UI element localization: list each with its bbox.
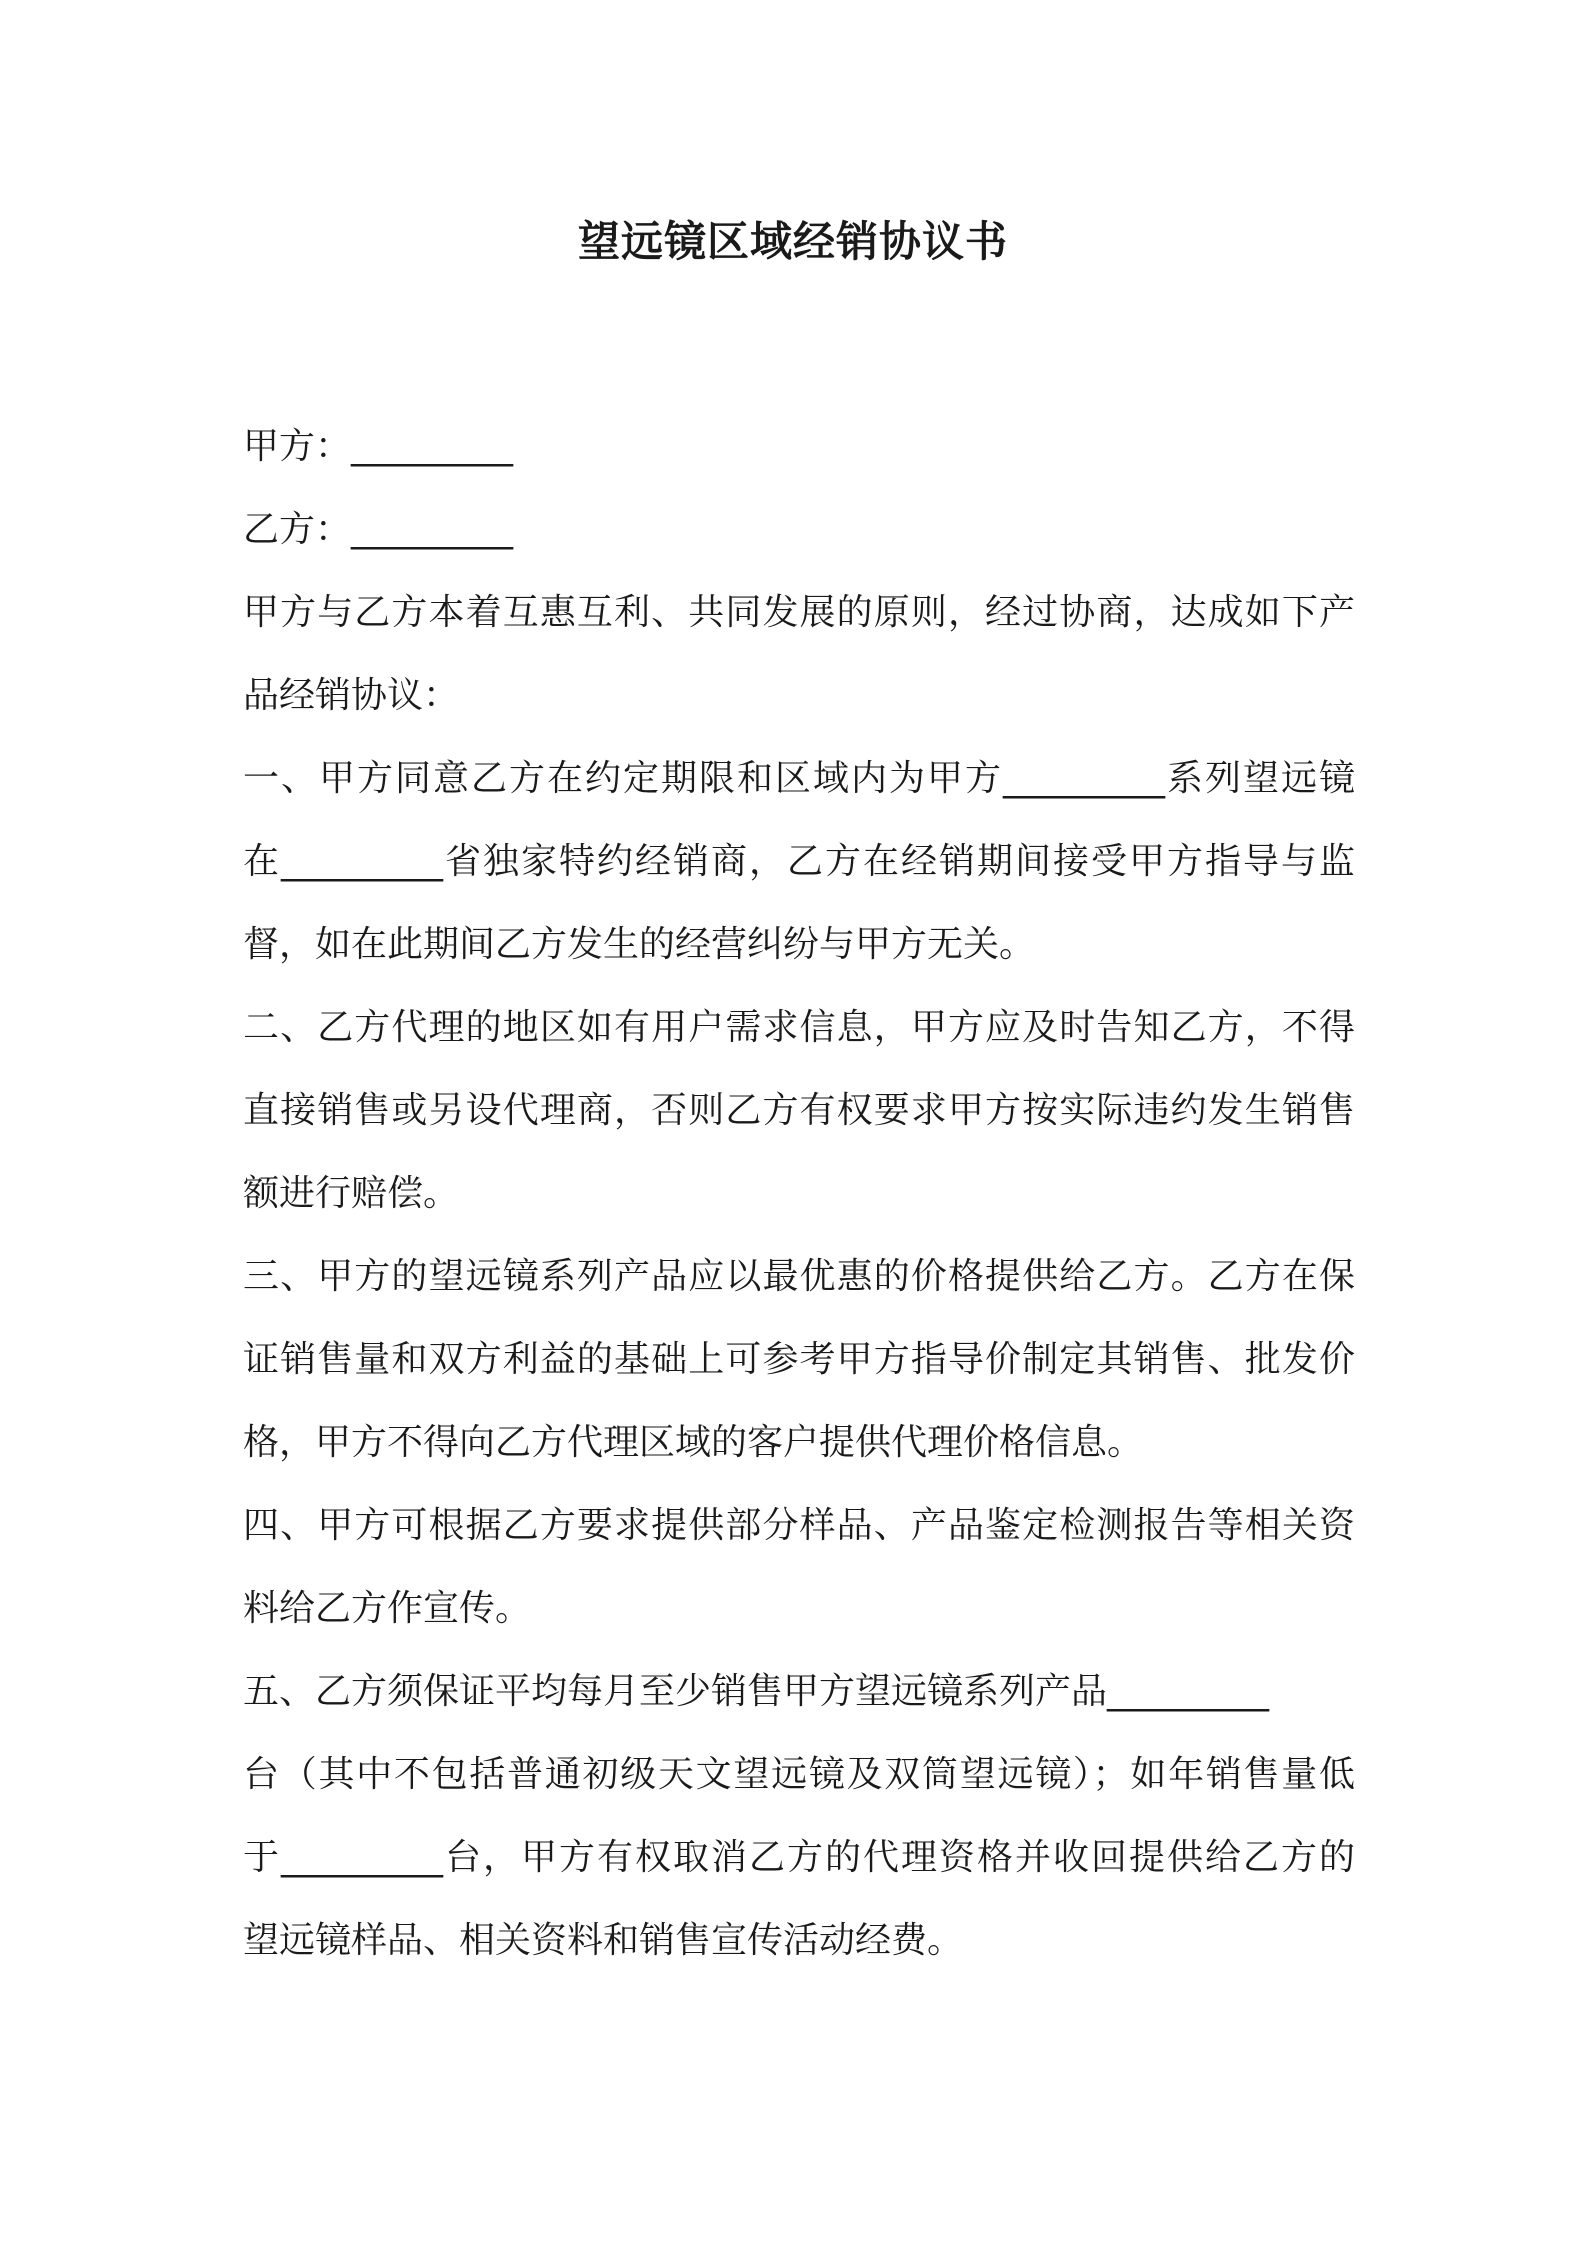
party-a-line: 甲方：_________ (243, 426, 514, 467)
clause-3-line: 格，甲方不得向乙方代理区域的客户提供代理价格信息。 (243, 1422, 1144, 1463)
clause-3-line: 证销售量和双方利益的基础上可参考甲方指导价制定其销售、批发价 (243, 1339, 1355, 1380)
clause-1-line: 在_________省独家特约经销商，乙方在经销期间接受甲方指导与监 (243, 841, 1355, 882)
document-title: 望远镜区域经销协议书 (577, 217, 1008, 266)
clause-2-line: 额进行赔偿。 (243, 1173, 460, 1214)
preamble-line: 甲方与乙方本着互惠互利、共同发展的原则，经过协商，达成如下产 (243, 592, 1355, 633)
clause-4-line: 四、甲方可根据乙方要求提供部分样品、产品鉴定检测报告等相关资 (243, 1505, 1355, 1546)
clause-2-line: 直接销售或另设代理商，否则乙方有权要求甲方按实际违约发生销售 (243, 1090, 1355, 1131)
preamble-line: 品经销协议： (243, 675, 460, 716)
clause-5-line: 台（其中不包括普通初级天文望远镜及双筒望远镜）；如年销售量低 (243, 1754, 1355, 1795)
clause-5-line: 望远镜样品、相关资料和销售宣传活动经费。 (243, 1920, 964, 1961)
clause-5-line: 五、乙方须保证平均每月至少销售甲方望远镜系列产品_________ (243, 1671, 1270, 1712)
party-b-line: 乙方：_________ (243, 509, 514, 550)
clause-2-line: 二、乙方代理的地区如有用户需求信息，甲方应及时告知乙方，不得 (243, 1007, 1355, 1048)
clause-3-line: 三、甲方的望远镜系列产品应以最优惠的价格提供给乙方。乙方在保 (243, 1256, 1355, 1297)
document-body (243, 405, 1355, 1982)
clause-1-line: 督，如在此期间乙方发生的经营纠纷与甲方无关。 (243, 924, 1036, 965)
clause-5-line: 于_________台，甲方有权取消乙方的代理资格并收回提供给乙方的 (243, 1837, 1355, 1878)
clause-1-line: 一、甲方同意乙方在约定期限和区域内为甲方_________系列望远镜 (243, 758, 1355, 799)
clause-4-line: 料给乙方作宣传。 (243, 1588, 532, 1629)
